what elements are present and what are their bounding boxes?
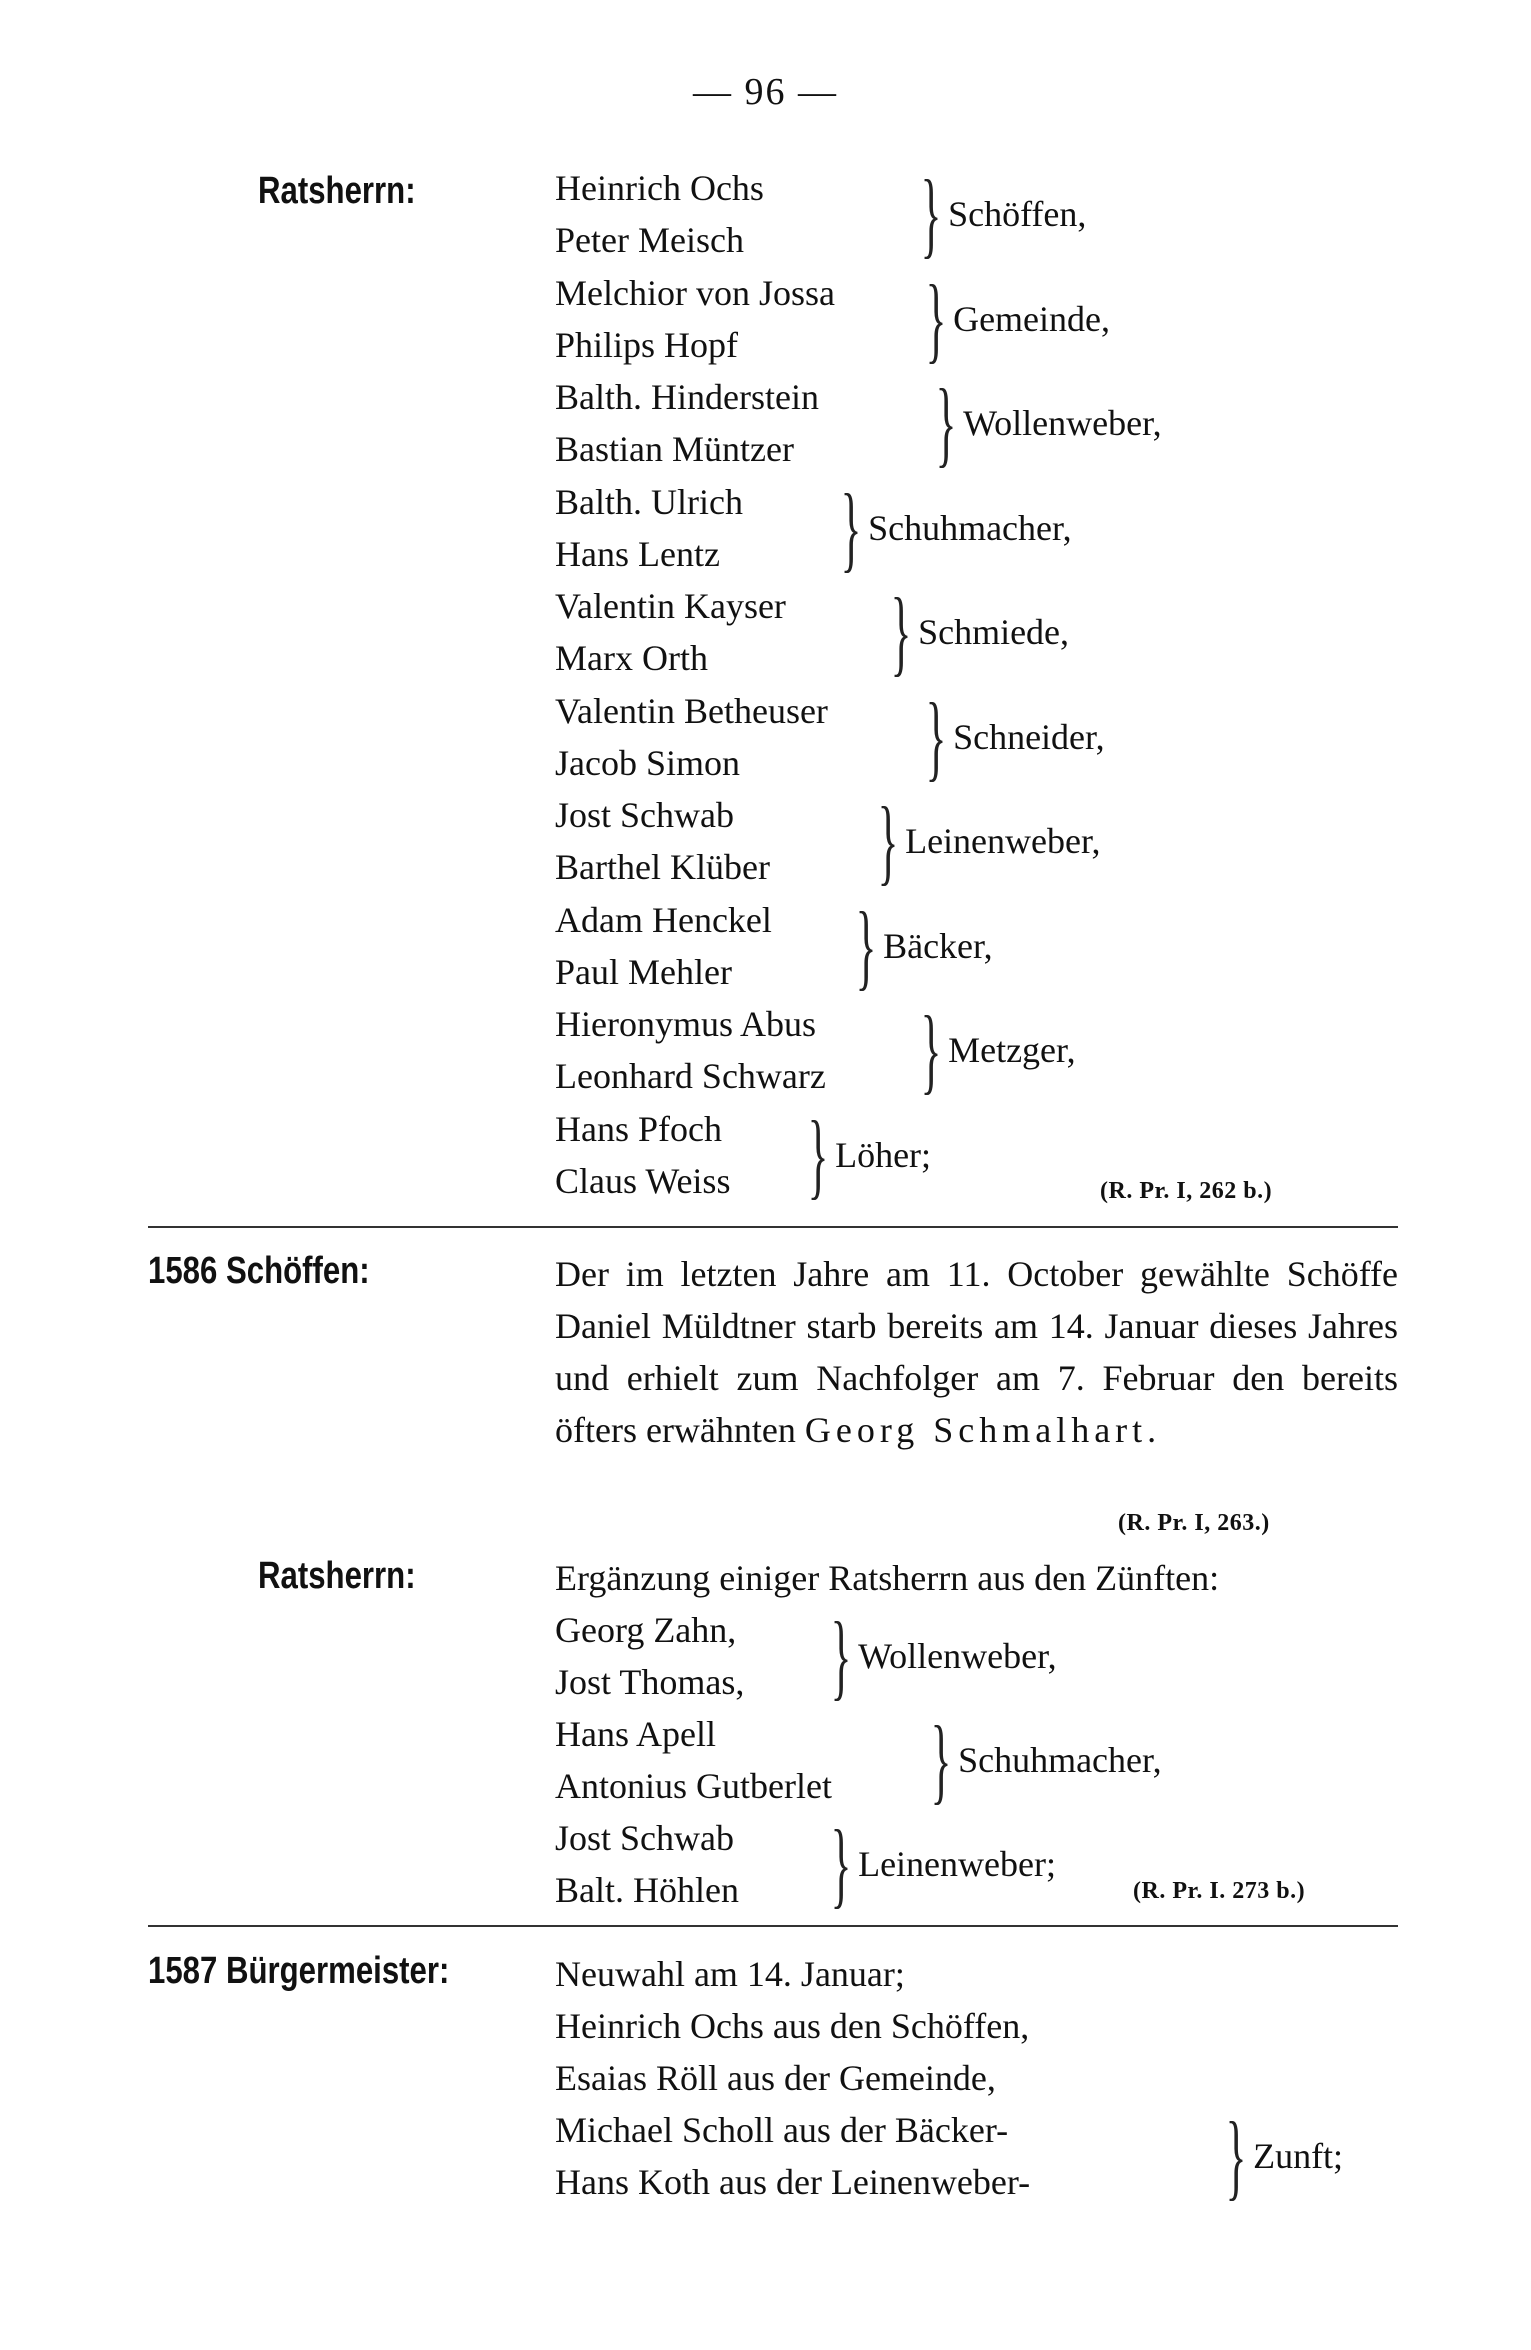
section-label-ratsherrn: Ratsherrn: [258, 170, 416, 212]
guild-label: Wollenweber, [858, 1636, 1057, 1676]
person-name: Valentin Kayser [555, 586, 786, 626]
person-name: Jost Schwab [555, 795, 734, 835]
brace: } [830, 1602, 852, 1709]
brace: } [925, 264, 947, 372]
brace: } [925, 682, 947, 790]
person-name: Hans Apell [555, 1714, 716, 1754]
zunft-group [555, 2104, 1343, 2208]
group-names [555, 580, 880, 684]
name-group [555, 891, 993, 999]
person-name: Melchior von Jossa [555, 272, 835, 313]
ratsherrn-intro: Ergänzung einiger Ratsherrn aus den Zünften: [555, 1558, 1220, 1598]
year-1587: 1587 Bürgermeister: [148, 1950, 450, 1992]
brace: } [920, 996, 942, 1103]
guild-label: Schuhmacher, [958, 1740, 1162, 1780]
buergermeister-line-2: Heinrich Ochs aus den Schöffen, [555, 2006, 1030, 2046]
guild-label: Schuhmacher, [868, 507, 1072, 548]
year-1586: 1586 Schöffen: [148, 1250, 370, 1292]
group-names [555, 685, 915, 789]
guild-label: Schneider, [953, 716, 1105, 757]
name-group [555, 789, 1101, 893]
person-name: Georg Zahn, [555, 1610, 737, 1650]
group-names [555, 371, 925, 475]
divider-2 [148, 1925, 1398, 1927]
group-names [555, 1103, 797, 1207]
highlighted-name: Georg Schmalhart. [804, 1410, 1162, 1450]
schoeffen-paragraph: Der im letzten Jahre am 11. October gewählte Schöffe Daniel Müldtner starb bereits am 14. Januar dieses Jahres und erhielt zum Nachfolger am 7. Februar den bereits öfters erwähnten Georg Schmalhart. [555, 1254, 1398, 1450]
brace: } [930, 1706, 952, 1813]
zunft-names [555, 2104, 1215, 2208]
person-name: Jost Schwab [555, 1818, 734, 1858]
page-number: — 96 — [693, 71, 838, 113]
group-names [555, 1708, 920, 1812]
person-name: Hans Lentz [555, 533, 720, 574]
brace: } [1225, 2102, 1247, 2209]
person-name: Heinrich Ochs [555, 168, 764, 208]
guild-label: Löher; [835, 1134, 932, 1175]
name-group [555, 1812, 1056, 1916]
buergermeister-line-3: Esaias Röll aus der Gemeinde, [555, 2058, 996, 2098]
brace: } [877, 787, 899, 894]
brace: } [830, 1810, 852, 1917]
person-name: Hans Pfoch [555, 1108, 722, 1149]
group-names [555, 267, 915, 371]
guild-label: Leinenweber, [905, 821, 1101, 861]
group-names [555, 894, 845, 998]
brace: } [840, 473, 862, 581]
group-names [555, 476, 830, 580]
name-group [555, 1100, 932, 1208]
zunft-name-2: Hans Koth aus der Leinenweber- [555, 2162, 1031, 2202]
brace: } [890, 578, 912, 685]
brace: } [807, 1100, 829, 1208]
person-name: Philips Hopf [555, 324, 739, 365]
person-name: Claus Weiss [555, 1160, 731, 1201]
reference-2: (R. Pr. I, 263.) [1118, 1510, 1270, 1536]
guild-label: Schmiede, [918, 612, 1070, 652]
guild-label: Leinenweber; [858, 1844, 1056, 1884]
name-group [555, 162, 1086, 266]
name-group [555, 682, 1105, 790]
name-group [555, 473, 1072, 581]
person-name: Jacob Simon [555, 742, 740, 783]
name-group [555, 371, 1162, 475]
person-name: Adam Henckel [555, 899, 772, 940]
guild-label: Bäcker, [883, 925, 993, 966]
group-names [555, 789, 867, 893]
group-names [555, 1604, 820, 1708]
person-name: Bastian Müntzer [555, 429, 794, 469]
person-name: Balt. Höhlen [555, 1870, 739, 1910]
reference-3: (R. Pr. I. 273 b.) [1133, 1878, 1306, 1904]
divider [148, 1226, 1398, 1228]
name-group [555, 1708, 1162, 1812]
brace: } [855, 891, 877, 999]
name-group [555, 1604, 1057, 1708]
person-name: Balth. Ulrich [555, 481, 743, 522]
person-name: Valentin Betheuser [555, 690, 828, 731]
person-name: Leonhard Schwarz [555, 1056, 826, 1096]
brace: } [920, 160, 942, 267]
guild-label: Schöffen, [948, 194, 1087, 234]
guild-label: Metzger, [948, 1030, 1076, 1070]
zunft-name-1: Michael Scholl aus der Bäcker- [555, 2110, 1009, 2150]
person-name: Barthel Klüber [555, 847, 770, 887]
buergermeister-line-1: Neuwahl am 14. Januar; [555, 1954, 905, 1994]
person-name: Marx Orth [555, 638, 708, 678]
person-name: Peter Meisch [555, 220, 744, 260]
section-label-ratsherrn-2: Ratsherrn: [258, 1555, 416, 1597]
group-names [555, 998, 910, 1102]
reference-1: (R. Pr. I, 262 b.) [1100, 1178, 1273, 1204]
guild-label: Wollenweber, [963, 403, 1162, 443]
guild-label: Gemeinde, [953, 298, 1111, 339]
person-name: Balth. Hinderstein [555, 377, 819, 417]
name-group [555, 580, 1069, 684]
name-group [555, 264, 1111, 372]
name-group [555, 998, 1076, 1102]
person-name: Paul Mehler [555, 951, 732, 992]
person-name: Hieronymus Abus [555, 1004, 816, 1044]
brace: } [935, 369, 957, 476]
zunft-label: Zunft; [1253, 2136, 1344, 2176]
group-names [555, 1812, 820, 1916]
group-names [555, 162, 910, 266]
person-name: Jost Thomas, [555, 1662, 745, 1702]
person-name: Antonius Gutberlet [555, 1766, 832, 1806]
